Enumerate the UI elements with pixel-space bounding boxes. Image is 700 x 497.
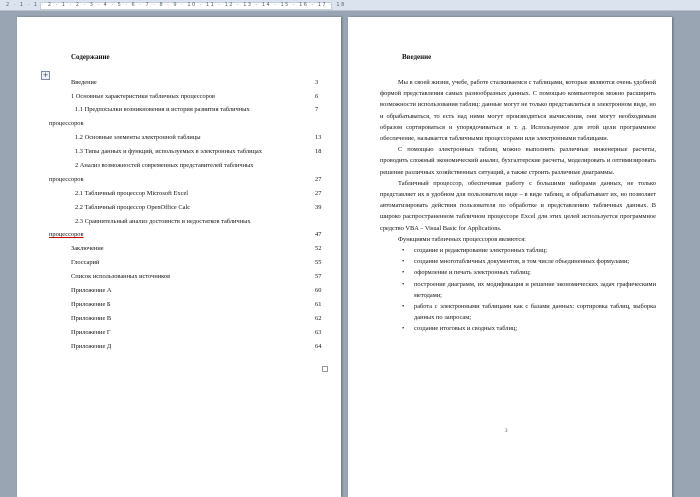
page-number: 3	[505, 429, 508, 434]
toc-entry-label: 2.1 Табличный процессор Microsoft Excel	[75, 190, 189, 197]
functions-list	[380, 245, 656, 335]
horizontal-ruler[interactable]	[0, 0, 700, 11]
ruler-numbers: 2 · 1 · 1 · 2 · 1 · 2 · 3 · 4 · 5 · 6 · 7 · 8 · 9 · 10 · 11 · 12 · 13 · 14 · 15 · 16 · 17 · 18	[6, 2, 346, 8]
toc-entry-page: 57	[315, 273, 322, 280]
toc-entry-label: Приложение Б	[71, 301, 111, 308]
toc-title: Содержание	[71, 53, 110, 61]
toc-entry-page: 27	[315, 176, 322, 183]
toc-entry-page: 6	[315, 93, 319, 100]
intro-paragraph-2: С помощью электронных таблиц можно выполнять различные инженерные расчеты, проводить сложный экономический анализ, бухгалтерские расчеты, моделировать и оптимизировать решение различных хозяйственных ситуаций, а также строить различные диаграммы.	[380, 146, 656, 176]
list-item: • создание многотабличных документов, в том числе объединенных формулами;	[380, 256, 656, 267]
toc-entry-page: 61	[315, 301, 322, 308]
list-item: • оформление и печать электронных таблиц;	[380, 267, 656, 278]
toc-entry-label: процессоров	[49, 120, 84, 127]
toc-entry-label: Приложение В	[71, 315, 112, 322]
toc-entry-page: 7	[315, 106, 319, 113]
toc-entry-page: 60	[315, 287, 322, 294]
toc-entry-page: 62	[315, 315, 322, 322]
toc-entry-page: 55	[315, 259, 322, 266]
list-item: • работа с электронными таблицами как с базами данных: сортировка таблиц, выборка данных по запросам;	[380, 301, 656, 323]
table-resize-handle-icon[interactable]	[322, 366, 328, 372]
list-item: • построение диаграмм, их модификация и решение экономических задач графическими методами;	[380, 279, 656, 301]
toc-entry-label: 1.3 Типы данных и функций, используемых в электронных таблицах	[75, 148, 262, 155]
toc-entry-page: 52	[315, 245, 322, 252]
toc-entry-label: процессоров	[49, 231, 84, 238]
list-item: • создание и редактирование электронных таблиц;	[380, 245, 656, 256]
intro-paragraph-3: Табличный процессор, обеспечивая работу с большими наборами данных, не только представляет их в удобном для пользователя виде – в виде таблиц, и обрабатывает их, но позволяет автоматизировать действия пользователя по обработке и представлению табличных данных. В широко распространенном табличном процессоре Excel для этих целей используется программное средство VBA – Visual Basic for Applications.	[380, 179, 656, 232]
toc-entry-label: Заключение	[71, 245, 104, 252]
list-item: • создание итоговых и сводных таблиц;	[380, 323, 656, 334]
toc-entry-label: Приложение А	[71, 287, 112, 294]
toc-entry-page: 63	[315, 329, 322, 336]
page-table-of-contents[interactable]	[17, 17, 341, 497]
toc-entry-label: Глоссарий	[71, 259, 100, 266]
toc-entry-label: 2 Анализ возможностей современных представителей табличных	[75, 162, 254, 169]
toc-entry-label: 1.2 Основные элементы электронной таблицы	[75, 134, 201, 141]
toc-entry-label: 2.3 Сравнительный анализ достоинств и недостатков табличных	[75, 218, 251, 225]
toc-entry-label: 1.1 Предпосылки возникновения и история развития табличных	[75, 106, 250, 113]
toc-entry-page: 39	[315, 204, 322, 211]
toc-entry-page: 3	[315, 79, 319, 86]
table-move-handle-icon[interactable]: +	[42, 71, 49, 79]
intro-body	[380, 77, 656, 335]
toc-entry-label: Введение	[71, 79, 97, 86]
toc-entry-page: 18	[315, 148, 322, 155]
toc-entry-page: 64	[315, 343, 322, 350]
toc-entry-page: 47	[315, 231, 322, 238]
page-introduction[interactable]	[348, 17, 672, 497]
toc-entry-label: Список использованных источников	[71, 273, 171, 280]
toc-entry-label: процессоров	[49, 176, 84, 183]
toc-entry-page: 27	[315, 190, 322, 197]
toc-entry-label: 1 Основные характеристики табличных процессоров	[71, 93, 216, 100]
intro-paragraph-1: Мы в своей жизни, учебе, работе сталкиваемся с таблицами, которые являются очень удобной формой представления самых разнообразных данных. С помощью компьютеров можно расширить возможности использования таблиц: данные могут не только представляться в электронном виде, но и обрабатываться, то есть над ними могут производиться вычисления, они могут необходимым образом сортироваться и упорядочиваться и т. д. Используемое для этой цели программное обеспечение, называется табличными процессорами или электронными таблицами.	[380, 79, 656, 143]
toc-entry-label: Приложение Г	[71, 329, 111, 336]
toc-entry-label: Приложение Д	[71, 343, 112, 350]
intro-paragraph-4: Функциями табличных процессоров являются:	[398, 235, 526, 243]
toc-entry-page: 13	[315, 134, 322, 141]
toc-entry-label: 2.2 Табличный процессор OpenOffice Calc	[75, 204, 191, 211]
intro-title: Введение	[402, 53, 432, 61]
